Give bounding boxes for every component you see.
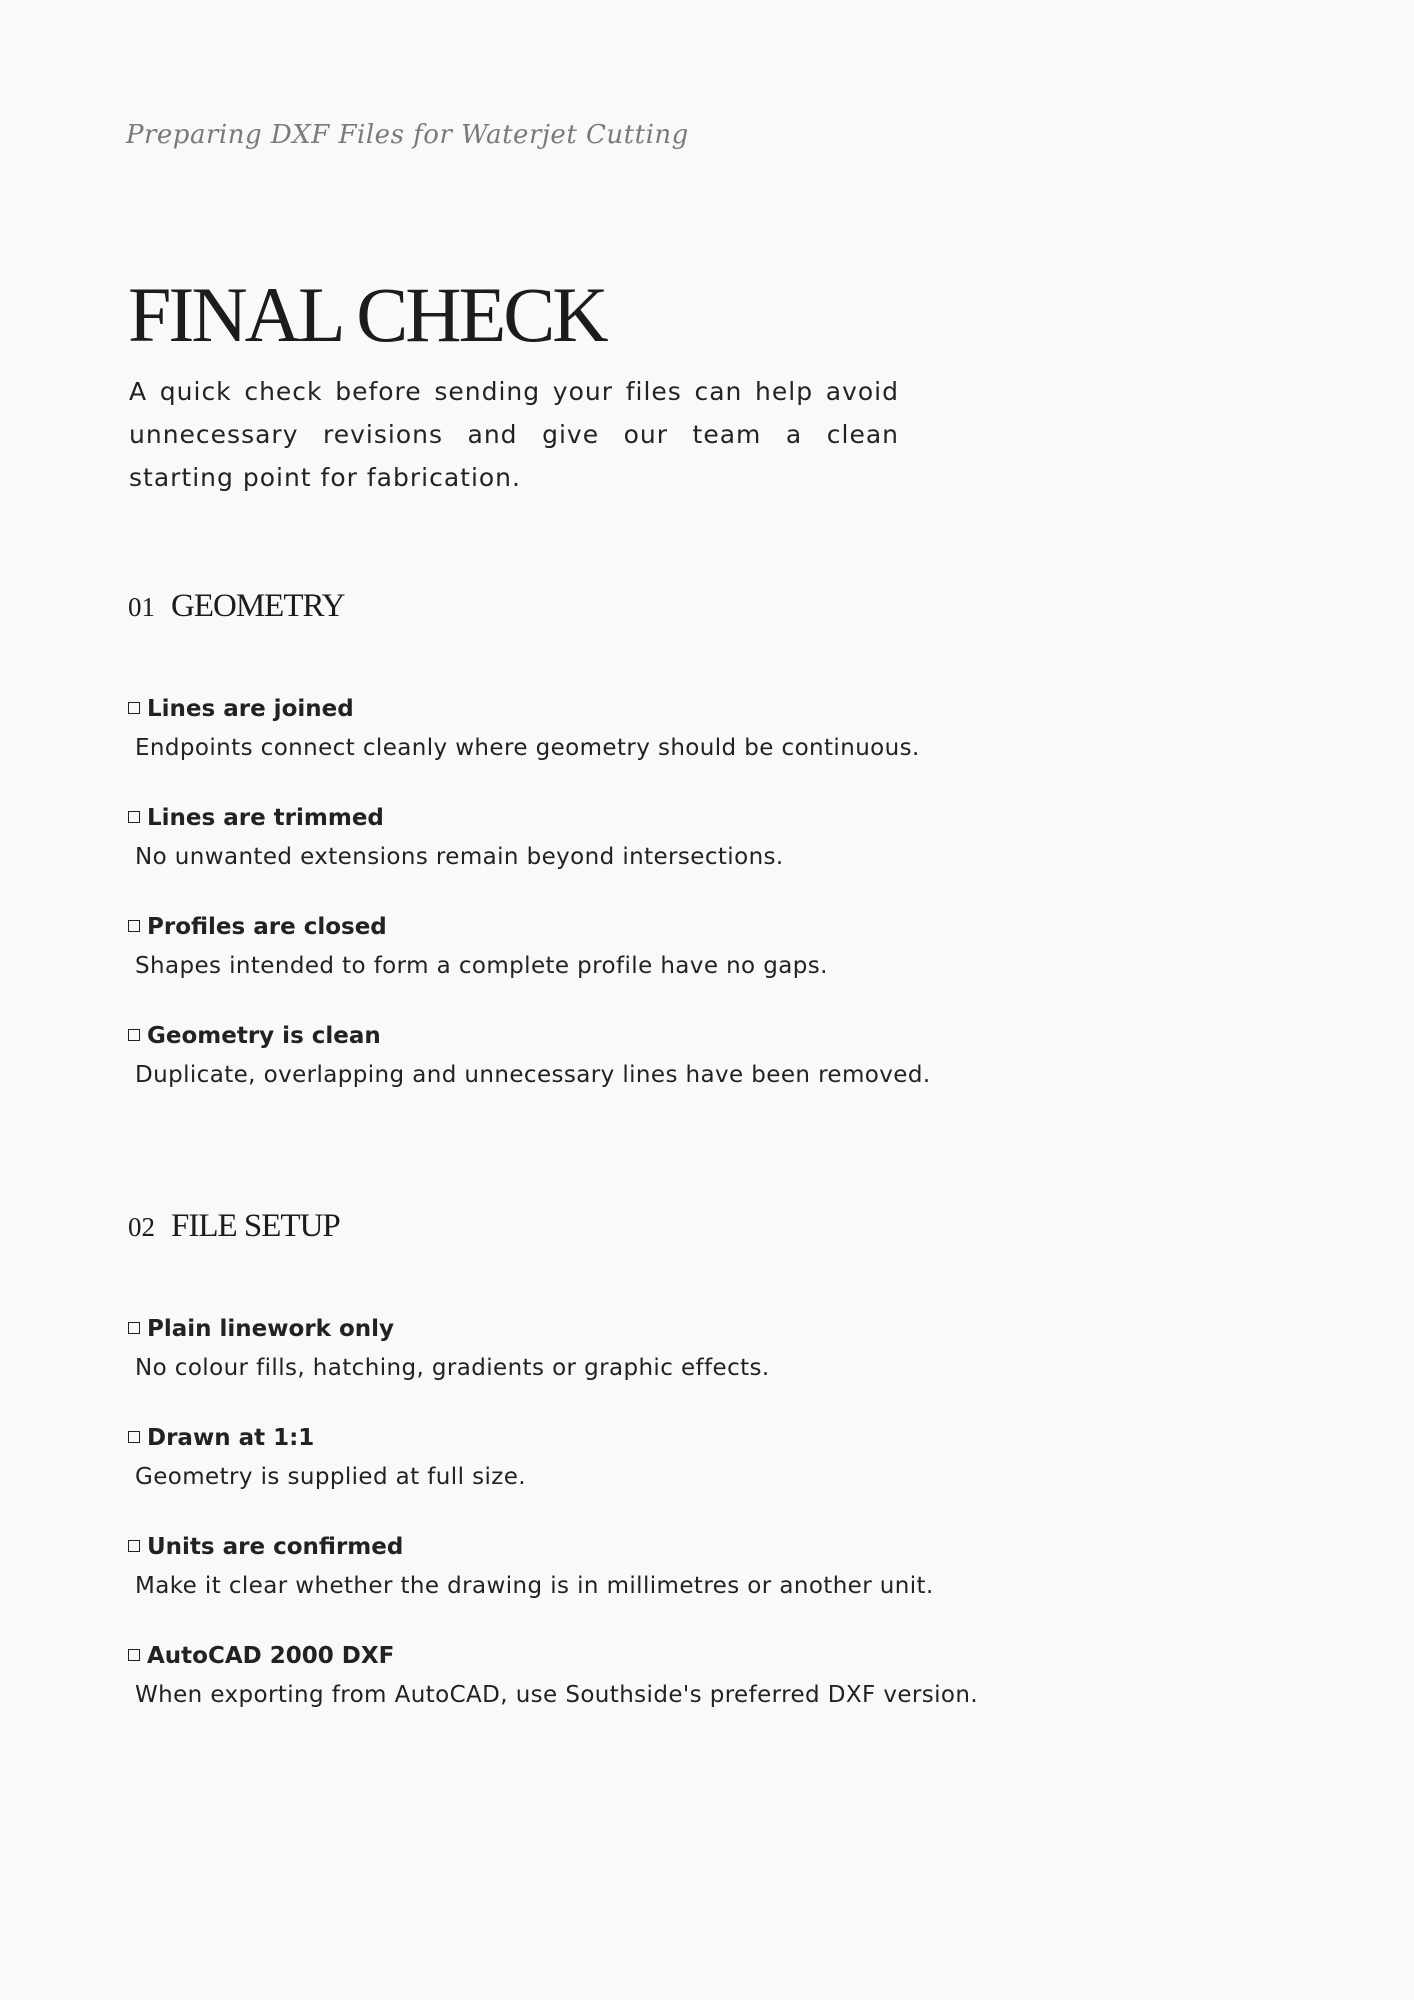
- checklist-item-title: Profiles are closed: [147, 914, 387, 940]
- checklist-item-description: When exporting from AutoCAD, use Southside's preferred DXF version.: [135, 1682, 979, 1708]
- checklist-item: [128, 1310, 1028, 1388]
- section-heading: [128, 583, 1028, 630]
- checkbox-icon[interactable]: [128, 920, 140, 932]
- page-title: FINAL CHECK: [128, 271, 606, 358]
- checklist-item-title: AutoCAD 2000 DXF: [147, 1643, 395, 1669]
- section-title: GEOMETRY: [171, 588, 345, 624]
- checklist-item-description: No colour fills, hatching, gradients or graphic effects.: [135, 1355, 770, 1381]
- checklist-item: [128, 1637, 1028, 1715]
- checkbox-icon[interactable]: [128, 1649, 140, 1661]
- checklist-item-title-row: [128, 690, 1028, 728]
- section-file-setup: [128, 1203, 1028, 1746]
- checklist-item-title-row: [128, 1419, 1028, 1457]
- checkbox-icon[interactable]: [128, 1431, 140, 1443]
- checkbox-icon[interactable]: [128, 702, 140, 714]
- checkbox-icon[interactable]: [128, 811, 140, 823]
- checklist-item-title-row: [128, 1017, 1028, 1055]
- checklist-item-description: Duplicate, overlapping and unnecessary lines have been removed.: [135, 1062, 931, 1088]
- checklist-item-description: Shapes intended to form a complete profile have no gaps.: [135, 953, 828, 979]
- checklist-item-title: Geometry is clean: [147, 1023, 381, 1049]
- checklist-item-description: Make it clear whether the drawing is in millimetres or another unit.: [135, 1573, 934, 1599]
- checklist-item: [128, 1528, 1028, 1606]
- checklist-item-description: Endpoints connect cleanly where geometry should be continuous.: [135, 735, 920, 761]
- section-geometry: [128, 583, 1028, 1126]
- checklist-item-title-row: [128, 908, 1028, 946]
- checklist-item-title-row: [128, 1637, 1028, 1675]
- checklist-item-title-row: [128, 1528, 1028, 1566]
- checkbox-icon[interactable]: [128, 1540, 140, 1552]
- checklist-item-title: Units are confirmed: [147, 1534, 404, 1560]
- checkbox-icon[interactable]: [128, 1322, 140, 1334]
- intro-paragraph: A quick check before sending your files can help avoid unnecessary revisions and give our team a clean starting point for fabrication.: [129, 377, 899, 492]
- section-heading: [128, 1203, 1028, 1250]
- running-header: Preparing DXF Files for Waterjet Cutting: [126, 120, 689, 150]
- checklist-item-description: Geometry is supplied at full size.: [135, 1464, 526, 1490]
- checklist-item-title: Lines are trimmed: [147, 805, 384, 831]
- checklist-item-title: Plain linework only: [147, 1316, 395, 1342]
- section-number: 01: [128, 592, 155, 622]
- checkbox-icon[interactable]: [128, 1029, 140, 1041]
- section-title: FILE SETUP: [171, 1208, 340, 1244]
- checklist-item: [128, 1017, 1028, 1095]
- checklist-item-title: Lines are joined: [147, 696, 354, 722]
- checklist-item: [128, 799, 1028, 877]
- checklist-item: [128, 690, 1028, 768]
- checklist-item-description: No unwanted extensions remain beyond intersections.: [135, 844, 784, 870]
- checklist-item-title-row: [128, 799, 1028, 837]
- checklist-item: [128, 908, 1028, 986]
- section-number: 02: [128, 1212, 155, 1242]
- checklist-item-title: Drawn at 1:1: [147, 1425, 315, 1451]
- checklist-item-title-row: [128, 1310, 1028, 1348]
- checklist-item: [128, 1419, 1028, 1497]
